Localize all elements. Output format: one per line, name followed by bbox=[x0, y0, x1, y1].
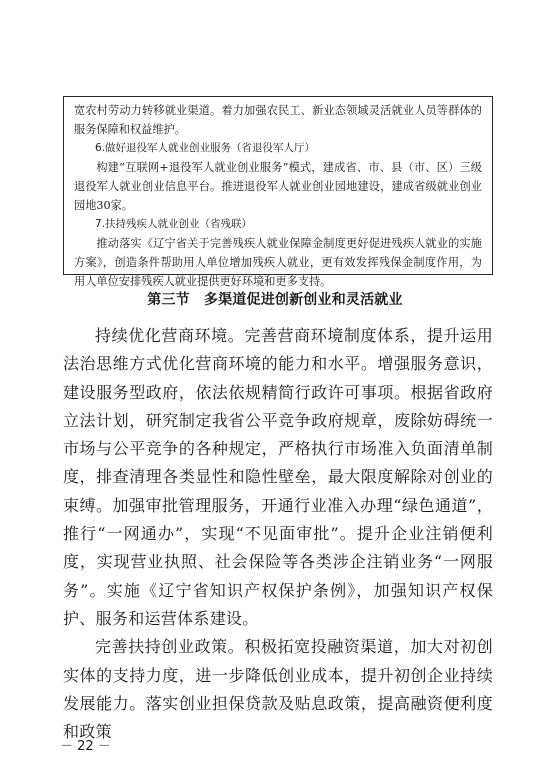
section-heading bbox=[0, 289, 550, 309]
body-text bbox=[63, 322, 493, 746]
paragraph-2: 完善扶持创业政策。积极拓宽投融资渠道，加大对初创实体的支持力度，进一步降低创业成本，提升初创企业持续发展能力。落实创业担保贷款及贴息政策，提高融资便利度和政策 bbox=[63, 637, 493, 742]
item7-text: 推动落实《辽宁省关于完善残疾人就业保障金制度更好促进残疾人就业的实施方案》，创造条件帮助用人单位增加残疾人就业，更有效发挥残保金制度作用，为用人单位安排残疾人就业提供更好环境和更多支持。 bbox=[74, 237, 482, 288]
section-title: 多渠道促进创新创业和灵活就业 bbox=[203, 292, 403, 308]
item7-title: 7.扶持残疾人就业创业（省残联） bbox=[95, 218, 253, 230]
paragraph-1: 持续优化营商环境。完善营商环境制度体系，提升运用法治思维方式优化营商环境的能力和水平。增强服务意识，建设服务型政府，依法依规精简行政许可事项。根据省政府立法计划，研究制定我省公平竞争政府规章，废除妨碍统一市场与公平竞争的各种规定，严格执行市场准入负面清单制度，排查清理各类显性和隐性壁垒，最大限度解除对创业的束缚。加强审批管理服务，开通行业准入办理“绿色通道”，推行“一网通办”，实现“不见面审批”。提升企业注销便利度，实现营业执照、社会保险等各类涉企注销业务“一网服务”。实施《辽宁省知识产权保护条例》，加强知识产权保护、服务和运营体系建设。 bbox=[63, 326, 493, 628]
item6-title: 6.做好退役军人就业创业服务（省退役军人厅） bbox=[95, 142, 316, 154]
policy-text-box bbox=[63, 96, 493, 288]
box-line1: 宽农村劳动力转移就业渠道。着力加强农民工、新业态领域灵活就业人员等群体的服务保障和权益维护。 bbox=[74, 104, 482, 136]
section-number: 第三节 bbox=[147, 292, 190, 308]
item6-text: 构建“互联网+退役军人就业创业服务”模式，建成省、市、县（市、区）三级退役军人就业创业信息平台。推进退役军人就业创业园地建设，建成省级就业创业园地30家。 bbox=[74, 161, 482, 212]
page-number: － 22 － bbox=[60, 739, 111, 754]
